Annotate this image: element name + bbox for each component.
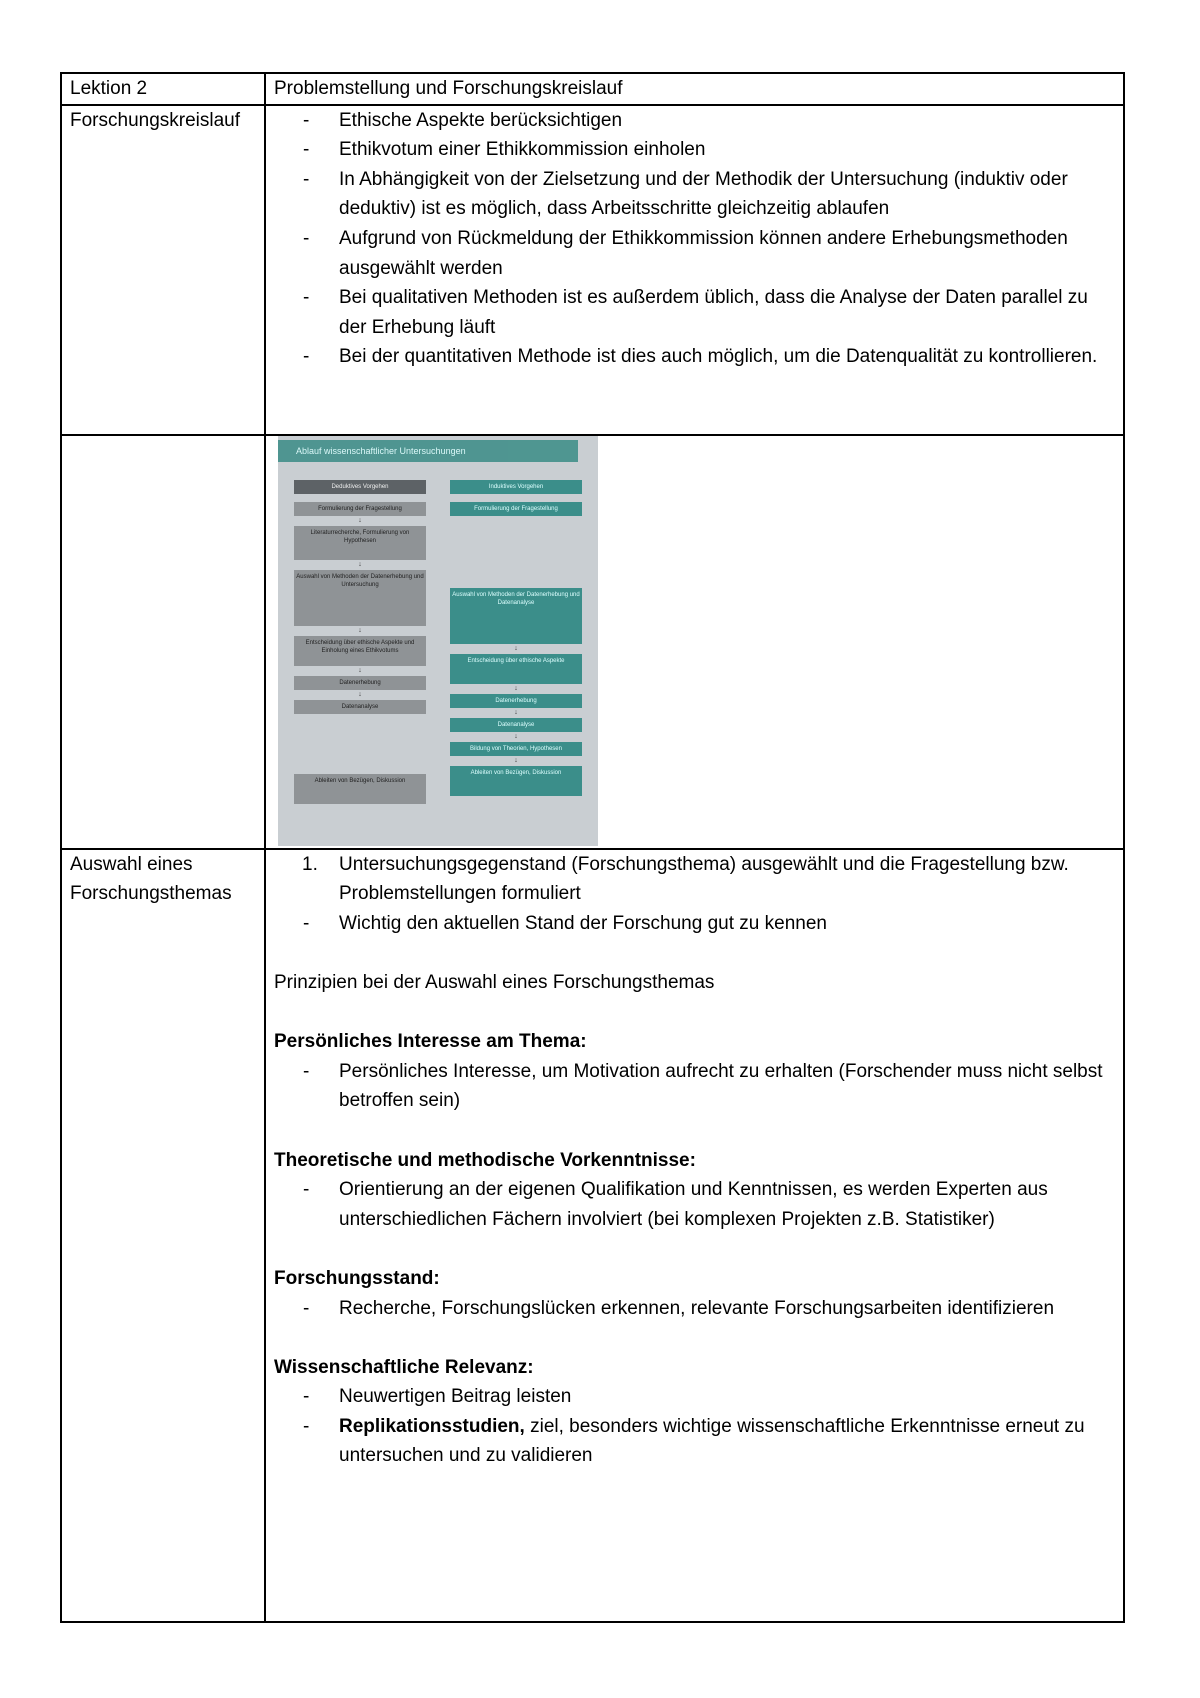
arrow-down-icon: ↓ [358, 516, 362, 524]
list-item: - Wichtig den aktuellen Stand der Forschung gut zu kennen [339, 909, 1115, 939]
list-item: - Ethische Aspekte berücksichtigen [339, 106, 1115, 136]
list-item: - Persönliches Interesse, um Motivation aufrecht zu erhalten (Forschender muss nicht selbst betroffen sein) [339, 1057, 1115, 1116]
flow-box: Entscheidung über ethische Aspekte und Einholung eines Ethikvotums [294, 636, 426, 666]
inductive-column [450, 480, 582, 804]
section-list [274, 1175, 1115, 1234]
flow-box: Datenerhebung [450, 694, 582, 708]
intro-list [274, 909, 1115, 939]
flow-box: Literaturrecherche, Formulierung von Hypothesen [294, 526, 426, 560]
section-heading: Wissenschaftliche Relevanz: [274, 1356, 534, 1378]
header-row [61, 73, 1124, 105]
flow-box: Auswahl von Methoden der Datenerhebung und Datenanalyse [450, 588, 582, 644]
list-item: - Ethikvotum einer Ethikkommission einholen [339, 135, 1115, 165]
flow-box: Auswahl von Methoden der Datenerhebung und Untersuchung [294, 570, 426, 626]
flow-box: Ableiten von Bezügen, Diskussion [294, 774, 426, 804]
flow-box: Datenanalyse [450, 718, 582, 732]
arrow-down-icon: ↓ [514, 644, 518, 652]
arrow-down-icon: ↓ [358, 666, 362, 674]
flow-box: Induktives Vorgehen [450, 480, 582, 494]
list-item-text: Untersuchungsgegenstand (Forschungsthema) ausgewählt und die Fragestellung bzw. Problemstellungen formuliert [339, 853, 1069, 905]
list-item [339, 1412, 1115, 1471]
arrow-down-icon: ↓ [358, 560, 362, 568]
flow-box: Datenerhebung [294, 676, 426, 690]
numbered-list [274, 850, 1115, 909]
list-item: - Neuwertigen Beitrag leisten [339, 1382, 1115, 1412]
flow-box: Ableiten von Bezügen, Diskussion [450, 766, 582, 796]
list-item: - Orientierung an der eigenen Qualifikation und Kenntnissen, es werden Experten aus unterschiedlichen Fächern involviert (bei komplexen Projekten z.B. Statistiker) [339, 1175, 1115, 1234]
list-item: - Aufgrund von Rückmeldung der Ethikkommission können andere Erhebungsmethoden ausgewählt werden [339, 224, 1115, 283]
flow-box: Formulierung der Fragestellung [450, 502, 582, 516]
replication-term: Replikationsstudien, [339, 1415, 525, 1437]
topic-choice-label: Auswahl eines Forschungsthemas [61, 849, 265, 1622]
arrow-down-icon: ↓ [358, 626, 362, 634]
section-heading: Forschungsstand: [274, 1267, 440, 1289]
principles-title: Prinzipien bei der Auswahl eines Forschungsthemas [274, 971, 715, 993]
research-cycle-list [274, 106, 1115, 372]
section-list [274, 1294, 1115, 1324]
arrow-down-icon: ↓ [514, 708, 518, 716]
deductive-column [294, 480, 426, 812]
arrow-down-icon: ↓ [514, 684, 518, 692]
research-process-photo [278, 436, 598, 846]
image-cell [265, 435, 1124, 849]
flow-box: Entscheidung über ethische Aspekte [450, 654, 582, 684]
research-cycle-content [265, 105, 1124, 435]
flow-box: Formulierung der Fragestellung [294, 502, 426, 516]
lesson-topic: Problemstellung und Forschungskreislauf [265, 73, 1124, 105]
list-item: - Bei der quantitativen Methode ist dies auch möglich, um die Datenqualität zu kontrollieren. [339, 342, 1115, 372]
flow-box: Datenanalyse [294, 700, 426, 714]
replication-text: ziel, besonders wichtige wissenschaftliche Erkenntnisse erneut zu untersuchen und zu validieren [339, 1415, 1085, 1467]
empty-cell [61, 435, 265, 849]
research-cycle-label: Forschungskreislauf [61, 105, 265, 435]
topic-choice-row [61, 849, 1124, 1622]
list-item [302, 850, 1115, 909]
topic-choice-content [265, 849, 1124, 1622]
research-cycle-row [61, 105, 1124, 435]
flow-box: Bildung von Theorien, Hypothesen [450, 742, 582, 756]
list-item: - Recherche, Forschungslücken erkennen, relevante Forschungsarbeiten identifizieren [339, 1294, 1115, 1324]
section-list [274, 1382, 1115, 1471]
photo-banner: Ablauf wissenschaftlicher Untersuchungen [278, 440, 578, 462]
list-item: - Bei qualitativen Methoden ist es außerdem üblich, dass die Analyse der Daten parallel zu der Erhebung läuft [339, 283, 1115, 342]
image-row [61, 435, 1124, 849]
list-item: - In Abhängigkeit von der Zielsetzung und der Methodik der Untersuchung (induktiv oder deduktiv) ist es möglich, dass Arbeitsschritte gleichzeitig ablaufen [339, 165, 1115, 224]
section-list [274, 1057, 1115, 1116]
lesson-table [60, 72, 1125, 1623]
list-number: 1. [302, 853, 318, 875]
section-heading: Persönliches Interesse am Thema: [274, 1031, 587, 1053]
arrow-down-icon: ↓ [514, 756, 518, 764]
flow-box: Deduktives Vorgehen [294, 480, 426, 494]
section-heading: Theoretische und methodische Vorkenntnisse: [274, 1149, 696, 1171]
arrow-down-icon: ↓ [358, 690, 362, 698]
arrow-down-icon: ↓ [514, 732, 518, 740]
lesson-label: Lektion 2 [61, 73, 265, 105]
